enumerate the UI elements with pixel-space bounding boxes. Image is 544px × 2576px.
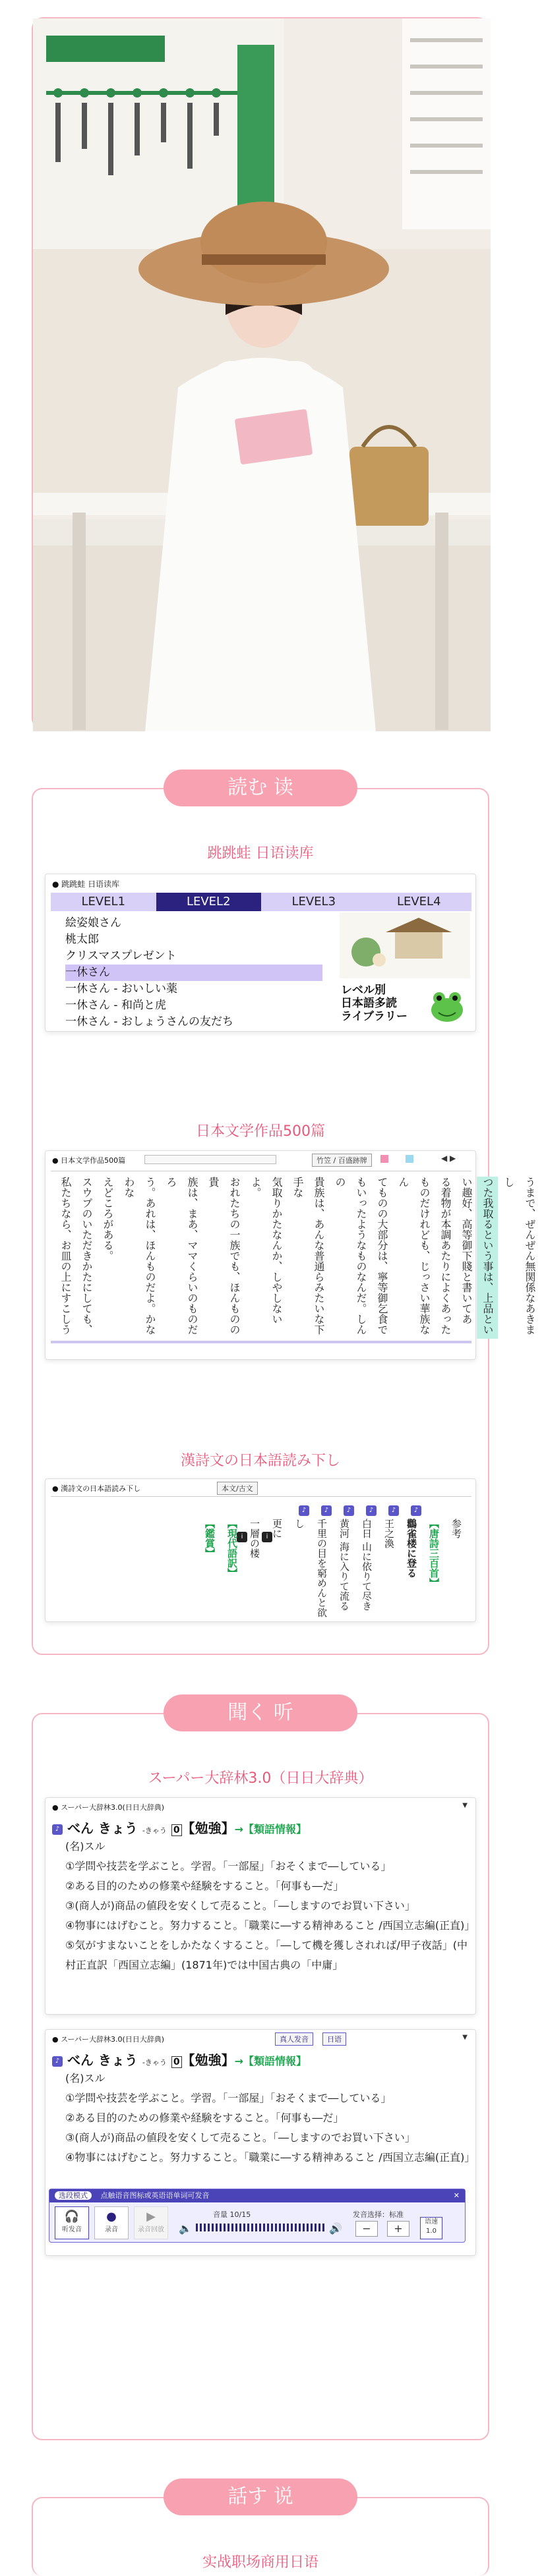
entry-headword-line <box>52 2050 470 2069</box>
listen-button-label: 听发音 <box>62 2226 82 2233</box>
sense-line: ①学問や技芸を学ぶこと。学習。「一部屋」「おそくまで―している」 <box>65 2092 392 2104</box>
playback-button-label: 录音回放 <box>138 2226 164 2233</box>
text-column: 気取りかたなんか、しやしないよ。 <box>249 1177 283 1324</box>
card-caption-text: 漢詩文の日本語読み下し <box>61 1484 141 1493</box>
tab-level3[interactable]: LEVEL3 <box>291 895 336 909</box>
read-app3-title: 漢詩文の日本語読み下し <box>180 1453 340 1469</box>
list-item[interactable]: クリスマスプレゼント <box>65 949 177 963</box>
synonym-link[interactable]: →【類語情報】 <box>234 2055 307 2067</box>
speaker-icon[interactable]: ♪ <box>299 1505 309 1516</box>
tab-level1[interactable]: LEVEL1 <box>81 895 126 909</box>
list-item[interactable]: 桃太郎 <box>65 933 99 946</box>
text-column: 私たちなら、お皿の上にすこしう <box>59 1177 72 1335</box>
hero-photo <box>32 17 489 730</box>
kanji: 【勉強】 <box>181 2052 235 2068</box>
tab-level4[interactable]: LEVEL4 <box>396 895 441 909</box>
sense-line: ⑤気がすまないことをしかたなくすること。「―して機を獲しされれば/甲子夜話」(中村正直訳「西国立志編」(1871年)では中国古典の「中庸」 <box>65 1939 468 1971</box>
poem-vertical <box>204 1519 468 1617</box>
part-of-speech: (名)スル <box>65 2072 106 2085</box>
section-pill-speak: 話す 说 <box>164 2478 357 2515</box>
poem-source: 【唐詩三百首】 <box>428 1519 440 1588</box>
info-icon[interactable]: i <box>262 1532 272 1542</box>
color-swatch-pink[interactable] <box>380 1155 388 1163</box>
text-column: スウプのいただきかたにしても、 <box>80 1177 93 1335</box>
mode-badge[interactable]: 选段模式 <box>55 2191 92 2200</box>
poem-title: 鸛雀楼に登る <box>406 1519 417 1578</box>
search-input[interactable] <box>144 1155 276 1164</box>
reading: -きゃう <box>142 2058 167 2067</box>
speaker-icon[interactable]: ♪ <box>344 1505 354 1516</box>
card-caption: ● スーパー大辞林3.0(日日大辞典) <box>52 2035 165 2044</box>
headword: べん きょう <box>67 2052 138 2068</box>
list-item[interactable]: 一休さん - おしょうさんの友だち <box>65 1015 233 1028</box>
speed-display: 语速 1.0 <box>420 2217 442 2239</box>
prev-next-arrows[interactable]: ◀ ▶ <box>441 1154 456 1163</box>
native-audio-button[interactable]: 真人发音 <box>275 2032 313 2046</box>
player-header <box>49 2189 465 2202</box>
tab-level2[interactable]: LEVEL2 <box>156 893 262 911</box>
modern-translation-link[interactable]: 【現代語訳】 <box>226 1519 238 1578</box>
speed-up-button[interactable]: + <box>387 2221 409 2237</box>
literature-500-card <box>45 1150 536 1360</box>
poem-line: 参考 <box>450 1519 462 1538</box>
microphone-icon: ● <box>106 2210 117 2224</box>
card-caption: ● 跳跳蛙 日语读库 <box>52 880 120 889</box>
playback-icon: ▶ <box>146 2210 156 2224</box>
text-column: ものだけれども、じっさい華族なん <box>397 1177 431 1335</box>
book-list <box>65 915 322 1030</box>
language-button[interactable]: 日语 <box>322 2032 346 2046</box>
entry-headword-line <box>52 1818 470 1837</box>
entry-content <box>52 1818 475 1975</box>
sense-line: ①学問や技芸を学ぶこと。学習。「一部屋」「おそくまで―している」 <box>65 1860 392 1872</box>
volume-down-icon[interactable]: 🔈 <box>179 2222 192 2235</box>
sense-line: ③(商人が)商品の値段を安くして売ること。「―しますのでお買い下さい」 <box>65 1899 415 1912</box>
listen-title: スーパー大辞林3.0（日日大辞典） <box>148 1770 373 1787</box>
poem-line: 更に <box>271 1519 283 1538</box>
sense-line: ④物事にはげむこと。努力すること。「職業に―する精神あること /西国立志編(正直)」 <box>65 1919 475 1932</box>
library-label: レベル別 日本語多読 ライブラリー <box>341 984 408 1023</box>
volume-up-icon[interactable]: 🔊 <box>329 2222 342 2235</box>
accent-badge: 0 <box>171 1824 182 1836</box>
text-column: おれたちの一族でも、ほんものの貴 <box>207 1177 241 1335</box>
chevron-down-icon[interactable]: ▼ <box>462 2034 468 2041</box>
read-section <box>32 788 536 1655</box>
listen-section <box>32 1713 489 2440</box>
accent-badge: 0 <box>171 2056 182 2068</box>
appreciation-link[interactable]: 【鑑賞】 <box>204 1519 216 1558</box>
speak-title: 实战职场商用日语 <box>202 2554 318 2571</box>
speaker-icon[interactable]: ♪ <box>52 2056 63 2067</box>
list-item[interactable]: 一休さん - 和尚と虎 <box>65 999 166 1012</box>
speaker-icon[interactable]: ♪ <box>321 1505 332 1516</box>
synonym-link[interactable]: →【類語情報】 <box>234 1823 307 1835</box>
card-caption: ● 漢詩文の日本語読み下し <box>52 1484 141 1493</box>
level-tabs <box>51 893 471 911</box>
card-caption: ● 日本文学作品500篇 <box>52 1156 126 1165</box>
listen-button[interactable] <box>55 2206 89 2239</box>
poem-line: 黄河 海に入りて流る <box>338 1519 350 1611</box>
vertical-text-area <box>51 1171 536 1343</box>
list-item-selected[interactable]: 一休さん <box>65 965 322 981</box>
headphones-icon: 🎧 <box>64 2210 80 2224</box>
sense-line: ④物事にはげむこと。努力すること。「職業に―する精神あること /西国立志編(正直)」 <box>65 2151 475 2164</box>
style-selector[interactable]: 竹笠 / 百盛跡牌 <box>312 1154 372 1167</box>
speaker-icon[interactable]: ♪ <box>52 1824 63 1835</box>
card-caption-text: スーパー大辞林3.0(日日大辞典) <box>61 2035 165 2044</box>
speed-down-button[interactable]: − <box>355 2221 378 2237</box>
text-column: い趣好、高等御下賤と書いてあ <box>460 1177 473 1324</box>
jumping-frog-reader-card <box>45 874 476 1032</box>
poem-line: 一層の楼 <box>249 1519 260 1558</box>
divider <box>51 1496 471 1497</box>
speaker-icon[interactable]: ♪ <box>366 1505 377 1516</box>
text-column-highlight: つた我取るという事は、上品とい <box>477 1177 498 1339</box>
list-item[interactable]: 絵姿娘さん <box>65 916 121 930</box>
close-icon[interactable]: ✕ <box>453 2191 460 2200</box>
chevron-down-icon[interactable]: ▼ <box>462 1802 468 1809</box>
text-column: うまで、ぜんぜん無関係なあきまし <box>502 1177 536 1335</box>
card-caption-text: 跳跳蛙 日语读库 <box>61 880 120 889</box>
text-column: る着物が本調あたりによくあった <box>439 1177 452 1335</box>
speaker-choice[interactable]: 发音选择：标准 <box>353 2210 404 2219</box>
temple-drawing <box>340 912 470 978</box>
volume-slider[interactable] <box>196 2224 325 2231</box>
sense-line: ②ある目的のための修業や経験をすること。「何事も―だ」 <box>65 2112 344 2124</box>
poem-line: 千里の目を窮めんと欲し <box>293 1519 328 1617</box>
read-app2-title: 日本文学作品500篇 <box>196 1123 325 1140</box>
text-column: えどころがある。 <box>102 1177 114 1261</box>
section-pill-listen: 聞く 听 <box>164 1694 357 1731</box>
speaker-icon[interactable]: ♪ <box>411 1505 421 1516</box>
record-button-label: 录音 <box>105 2226 118 2233</box>
dictionary-card <box>45 1797 476 2015</box>
text-mode-toggle[interactable]: 本文/古文 <box>217 1482 258 1495</box>
headword: べん きょう <box>67 1820 138 1836</box>
entry-content <box>52 2050 475 2168</box>
sense-line: ③(商人が)商品の値段を安くして売ること。「―しますのでお買い下さい」 <box>65 2131 415 2144</box>
record-button[interactable] <box>94 2206 129 2239</box>
part-of-speech: (名)スル <box>65 1840 106 1853</box>
info-icon[interactable]: i <box>237 1532 247 1542</box>
hero-illustration <box>33 18 491 731</box>
card-caption-text: 日本文学作品500篇 <box>61 1156 126 1165</box>
color-swatch-blue[interactable] <box>406 1155 413 1163</box>
speaker-icon[interactable]: ♪ <box>388 1505 399 1516</box>
playback-button[interactable] <box>134 2206 168 2239</box>
poem-author: 王之渙 <box>383 1519 395 1548</box>
card-caption: ● スーパー大辞林3.0(日日大辞典) <box>52 1803 165 1812</box>
kanshi-reading-card <box>45 1478 476 1622</box>
player-hint: 点触语音图标或英语语单词可发音 <box>100 2191 210 2200</box>
card-caption-text: スーパー大辞林3.0(日日大辞典) <box>61 1803 165 1812</box>
section-pill-read: 読む 读 <box>164 770 357 806</box>
text-column: 貴族は、あんな普通らみたいな下手な <box>291 1177 325 1335</box>
text-column: もいったようなものなんだ。しんの <box>334 1177 367 1335</box>
list-item[interactable]: 一休さん - おいしい薬 <box>65 982 177 995</box>
text-column: 族は、まあ、ママくらいのものだろ <box>165 1177 198 1335</box>
text-column: てものの大部分は、寧等御乞食で <box>376 1177 388 1335</box>
vertical-passage <box>51 1171 544 1344</box>
library-illustration <box>340 912 470 1028</box>
read-app1-title: 跳跳蛙 日语读库 <box>207 845 314 862</box>
audio-player <box>49 2189 466 2243</box>
kanji: 【勉強】 <box>181 1820 235 1836</box>
sense-line: ②ある目的のための修業や経験をすること。「何事も―だ」 <box>65 1880 344 1892</box>
volume-label: 音量 10/15 <box>213 2210 251 2219</box>
poem-line: 白日 山に依りて尽き <box>361 1519 373 1611</box>
text-column: う。あれは、ほんものだよ。かなわな <box>123 1177 156 1335</box>
frog-icon <box>429 990 465 1023</box>
reading: -きゃう <box>142 1826 167 1835</box>
